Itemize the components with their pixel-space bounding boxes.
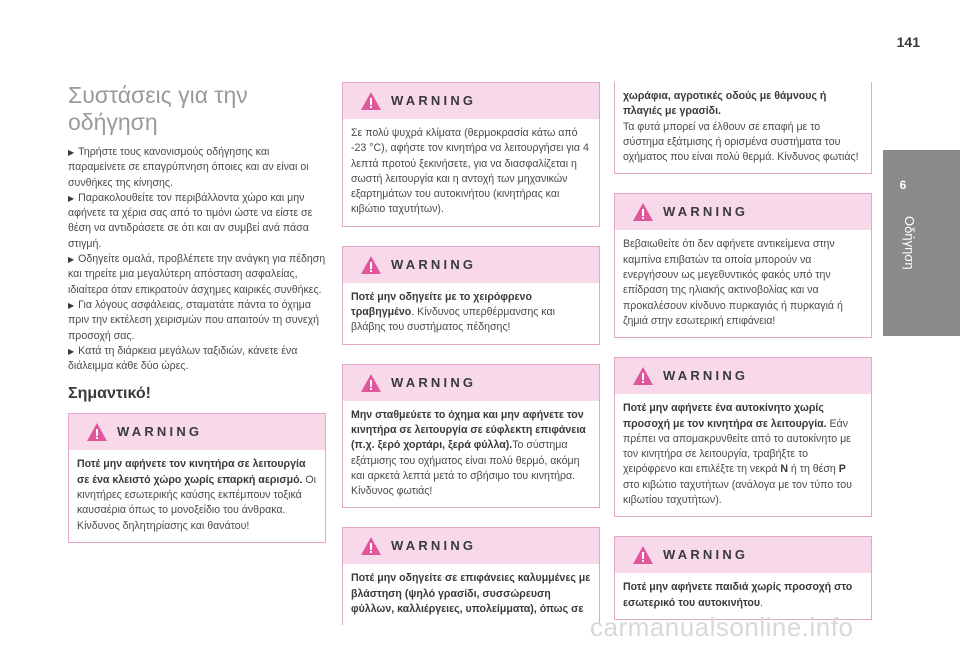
warning-triangle-icon — [360, 91, 382, 111]
bullet-item: ▶ Κατά τη διάρκεια μεγάλων ταξιδιών, κάνετε ένα διάλειμμα κάθε δύο ώρες. — [68, 344, 298, 373]
warning-header — [615, 194, 871, 230]
warning-triangle-icon — [632, 366, 654, 386]
bullet-arrow-icon: ▶ — [68, 300, 75, 310]
bullet-arrow-icon: ▶ — [68, 193, 75, 203]
warning-triangle-icon — [360, 255, 382, 275]
warning-title: WARNING — [391, 538, 477, 554]
column-1 — [68, 82, 326, 562]
warning-header — [343, 528, 599, 564]
warning-text: χωράφια, αγροτικές οδούς με θάμνους ή πλαγιές με γρασίδι. Τα φυτά μπορεί να έλθουν σε επαφή με το σύστημα εξάτμισης ή ορισμένα συστήματα του οχήματος που είναι πολύ θερμά. Κίνδυνος φωτιάς! — [623, 90, 859, 164]
warning-text: Ποτέ μην αφήνετε τον κινητήρα σε λειτουργία σε ένα κλειστό χώρο χωρίς επαρκή αερισμό. Οι κινητήρες εσωτερικής καύσης εκπέμπουν τοξικά καυσαέρια όπως το μονοξείδιο του άνθρακα. Κίνδυνος δηλητηρίασης και θανάτου! — [77, 458, 317, 532]
warning-triangle-icon — [86, 422, 108, 442]
warning-title: WARNING — [117, 424, 203, 440]
warning-text: Ποτέ μην οδηγείτε με το χειρόφρενο τραβηγμένο. Κίνδυνος υπερθέρμανσης και βλάβης του συστήματος πέδησης! — [351, 290, 555, 334]
bullet-arrow-icon: ▶ — [68, 346, 75, 356]
warning-text: Ποτέ μην αφήνετε ένα αυτοκίνητο χωρίς προσοχή με τον κινητήρα σε λειτουργία. Εάν πρέπει να απομακρυνθείτε από το αυτοκίνητο με τον κινητήρα σε λειτουργία, τραβήξτε το χειρόφρενο και επιλέξτε τη νεκρά N ή τη θέση P στο κιβώτιο ταχυτήτων (ανάλογα με τον τύπο του κιβωτίου ταχυτήτων). — [623, 402, 852, 507]
chapter-title: Οδήγηση — [902, 216, 917, 270]
bullet-item: ▶ Τηρήστε τους κανονισμούς οδήγησης και παραμείνετε σε επαγρύπνηση όποιες και αν είναι οι συνθήκες της κίνησης. — [68, 146, 309, 189]
warning-header — [615, 358, 871, 394]
warning-box — [614, 536, 872, 620]
warning-title: WARNING — [391, 93, 477, 108]
warning-text: Μην σταθμεύετε το όχημα και μην αφήνετε τον κινητήρα σε λειτουργία σε εύφλεκτη επιφάνεια (π.χ. ξερό χορτάρι, ξερά φύλλα).Το σύστημα εξάτμισης του οχήματος είναι πολύ θερμό, ακόμη και αρκετά λεπτά μετά το σβήσιμο του κινητήρα. Κίνδυνος φωτιάς! — [351, 408, 586, 498]
warning-box — [68, 413, 326, 542]
warning-box — [614, 357, 872, 517]
bullet-item: ▶ Για λόγους ασφάλειας, σταματάτε πάντα το όχημα πριν την εκτέλεση χειρισμών που απαιτούν τη συνεχή προσοχή σας. — [68, 298, 320, 342]
warning-header — [343, 247, 599, 283]
important-heading: Σημαντικό! — [68, 385, 151, 403]
chapter-number: 6 — [899, 178, 907, 192]
bullet-item: ▶ Οδηγείτε ομαλά, προβλέπετε την ανάγκη για πέδηση και τηρείτε μια μεγαλύτερη απόσταση ασφαλείας, ιδιαίτερα όταν επικρατούν άσχημες καιρικές συνθήκες. — [68, 253, 326, 296]
warning-continuation — [614, 82, 872, 174]
warning-box — [342, 82, 600, 227]
chapter-tab — [883, 150, 960, 336]
warning-text: Ποτέ μην οδηγείτε σε επιφάνειες καλυμμένες με βλάστηση (ψηλό γρασίδι, συσσώρευση φύλλων, καλλιέργειες, υπολείμματα), όπως σε — [351, 572, 591, 616]
warning-header — [343, 83, 599, 119]
warning-box — [342, 246, 600, 345]
warning-triangle-icon — [632, 545, 654, 565]
bullet-item: ▶ Παρακολουθείτε τον περιβάλλοντα χώρο και μην αφήνετε τα χέρια σας από το τιμόνι ώστε να είστε σε θέση να αντιδράσετε σε ότι και αν συμβεί ανά πάσα στιγμή. — [68, 191, 313, 250]
warning-title: WARNING — [663, 368, 749, 384]
warning-title: WARNING — [663, 204, 749, 220]
warning-triangle-icon — [360, 536, 382, 556]
warning-text: Βεβαιωθείτε ότι δεν αφήνετε αντικείμενα στην καμπίνα επιβατών τα οποία μπορούν να ενεργήσουν ως μεγεθυντικός φακός υπό την επίδραση της ηλιακής ακτινοβολίας και να προκαλέσουν κίνδυνο πυρκαγιάς ή πυρκαγιά ή ζημιά στην εσωτερική επιφάνεια! — [623, 238, 843, 327]
warning-title: WARNING — [391, 374, 477, 390]
warning-triangle-icon — [360, 373, 382, 393]
section-title: Συστάσεις για την οδήγηση — [68, 82, 248, 135]
warning-header — [343, 365, 599, 401]
page-number: 141 — [896, 34, 920, 50]
bullet-arrow-icon: ▶ — [68, 148, 75, 157]
column-2 — [342, 82, 600, 644]
warning-box — [342, 364, 600, 509]
warning-box — [342, 527, 600, 625]
warning-title: WARNING — [391, 256, 477, 272]
column-3 — [614, 82, 872, 639]
warning-text: Σε πολύ ψυχρά κλίματα (θερμοκρασία κάτω από -23 °C), αφήστε τον κινητήρα να λειτουργήσει για 4 λεπτά προτού ξεκινήσετε, για να διασφαλίζεται η σωστή λειτουργία και η αντοχή των μηχανικών εξαρτημάτων του αυτοκινήτου (κινητήρας και κιβώτιο ταχυτήτων). — [351, 127, 589, 216]
warning-triangle-icon — [632, 202, 654, 222]
bullet-list — [68, 145, 326, 374]
warning-header — [615, 537, 871, 573]
warning-text: Ποτέ μην αφήνετε παιδιά χωρίς προσοχή στο εσωτερικό του αυτοκινήτου. — [623, 581, 853, 609]
footer-watermark: carmanualsonline.info — [590, 612, 854, 642]
warning-title: WARNING — [663, 547, 749, 563]
warning-header — [69, 414, 325, 450]
bullet-arrow-icon: ▶ — [68, 255, 75, 265]
warning-box — [614, 193, 872, 338]
